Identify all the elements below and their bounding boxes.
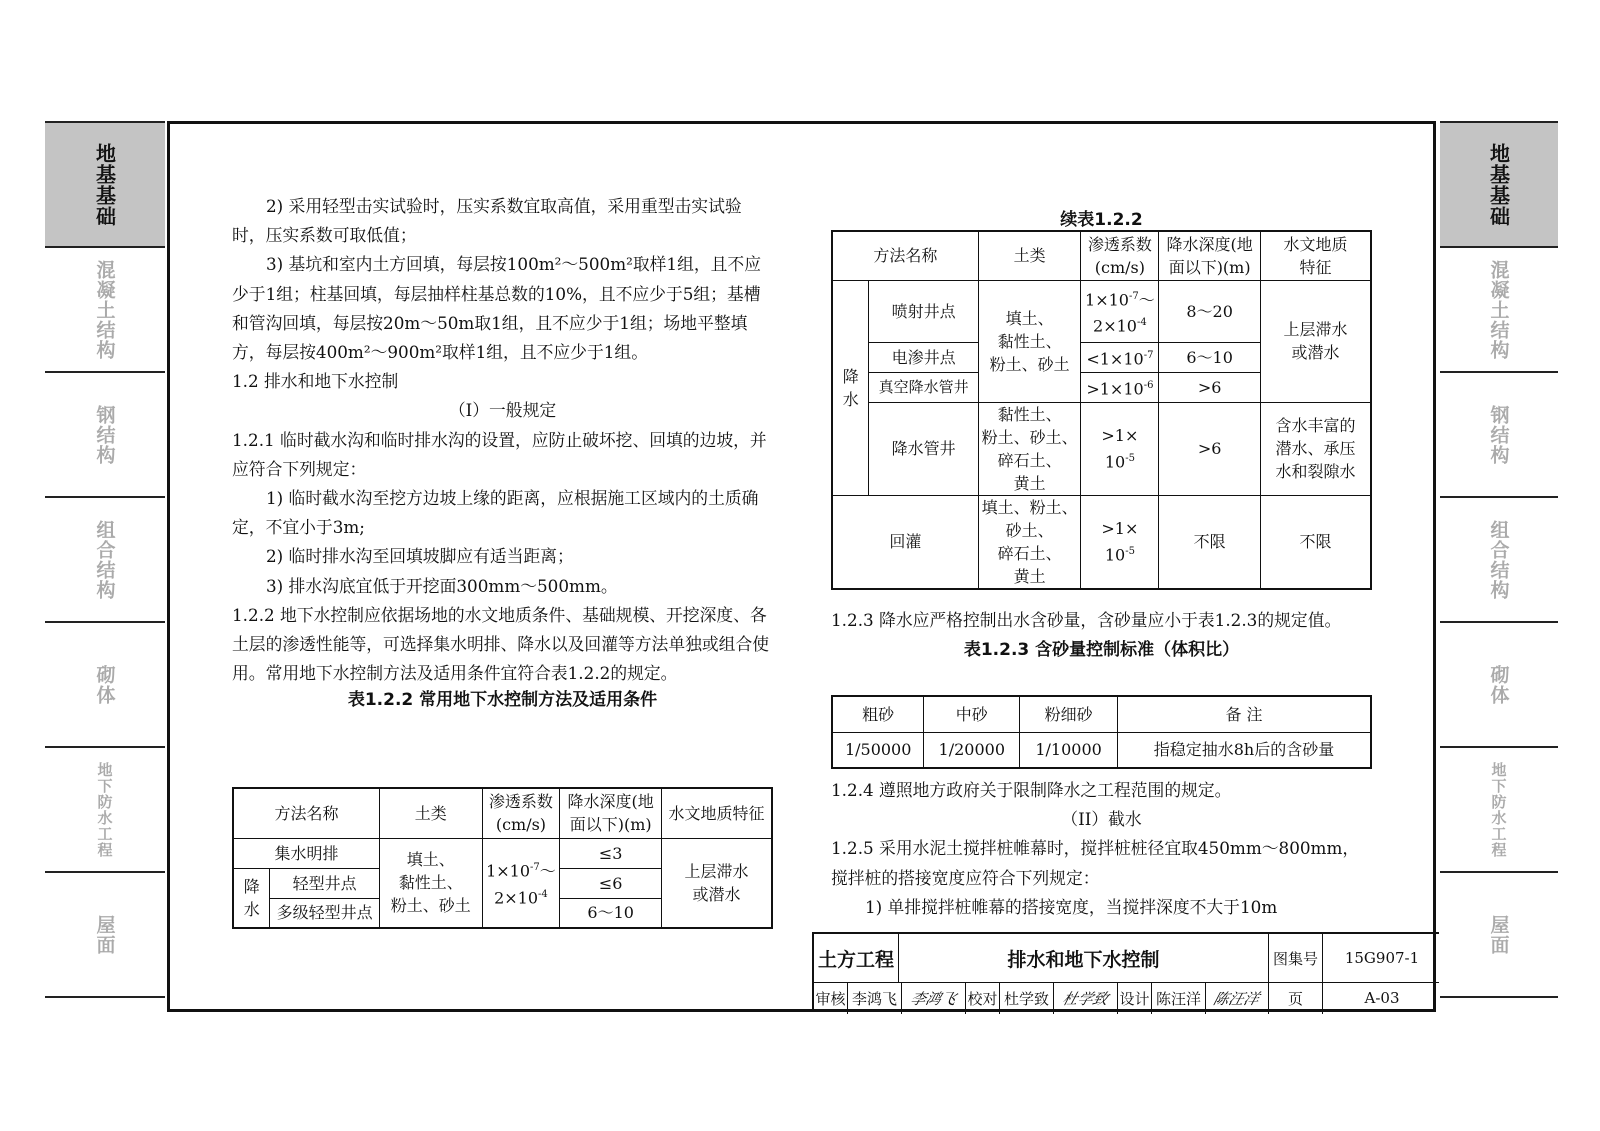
table-cell: $>1\times 10^{-6}$ — [1081, 372, 1159, 402]
designer-signature: 陈汪洋 — [1206, 982, 1269, 1014]
clause-item: 1) 单排搅拌桩帷幕的搭接宽度，当搅拌深度不大于10m — [865, 896, 1278, 917]
atlas-label: 图集号 — [1269, 934, 1323, 982]
header-cell: 降水深度(地 面以下)(m) — [1159, 231, 1261, 280]
title-block-row-2 — [814, 982, 1439, 1014]
table-cell: >1× $10^{-5}$ — [1081, 402, 1159, 495]
clause: 1.2.3 降水应严格控制出水含砂量，含砂量应小于表1.2.3的规定值。 — [831, 610, 1342, 630]
clause: 1.2.2 地下水控制应依据场地的水文地质条件、基础规模、开挖深度、各土层的渗透性能等，可选择集水明排、降水以及回灌等方法单独或组合使用。常用地下水控制方法及适用条件宜符合表1.2.2的规定。 — [232, 604, 770, 684]
tab-concrete[interactable]: 混凝土结构 — [1440, 248, 1558, 373]
tab-steel[interactable]: 钢结构 — [1440, 373, 1558, 498]
table-cell: $1\times 10^{-7}\sim$ $2\times 10^{-4}$ — [482, 838, 560, 928]
paragraph: 2) 采用轻型击实试验时，压实系数宜取高值，采用重型击实试验时，压实系数可取低值； — [232, 196, 742, 246]
table-cell: 降水管井 — [869, 402, 978, 495]
header-cell: 土类 — [978, 231, 1081, 280]
table-cell: 含水丰富的 潜水、承压 水和裂隙水 — [1260, 402, 1371, 495]
table-cell: 降水 — [832, 280, 869, 495]
right-category-tabs — [1440, 121, 1558, 998]
table-cell: 上层滞水 或潜水 — [661, 838, 772, 928]
tab-masonry[interactable]: 砌体 — [1440, 623, 1558, 748]
table-cell: 多级轻型井点 — [270, 898, 379, 928]
header-cell: 渗透系数 (cm/s) — [1081, 231, 1159, 280]
header-cell: 中砂 — [924, 696, 1020, 732]
header-cell: 方法名称 — [832, 231, 978, 280]
table-1-2-2-continued — [831, 230, 1372, 590]
page-number: A-03 — [1364, 989, 1400, 1007]
clause-item: 2) 临时排水沟至回填坡脚应有适当距离； — [266, 546, 574, 567]
title-block-row-1 — [814, 934, 1439, 983]
header-cell: 水文地质特征 — [661, 788, 772, 838]
table-cell: $1\times 10^{-7}\sim$ $2\times 10^{-4}$ — [1081, 280, 1159, 342]
table-cell: 集水明排 — [233, 838, 379, 868]
tab-composite[interactable]: 组合结构 — [45, 498, 165, 623]
table-cell: >6 — [1159, 402, 1261, 495]
drawing-title: 排水和地下水控制 — [899, 934, 1269, 982]
subsection-heading: （I）一般规定 — [448, 400, 557, 421]
designer-name: 陈汪洋 — [1152, 982, 1206, 1014]
tab-roof[interactable]: 屋面 — [45, 873, 165, 998]
table-cell: 电渗井点 — [869, 342, 978, 372]
clause: 1.2.5 采用水泥土搅拌桩帷幕时，搅拌桩桩径宜取450mm～800mm，搅拌桩的搭接宽度应符合下列规定： — [831, 838, 1360, 888]
clause: 1.2.4 遵照地方政府关于限制降水之工程范围的规定。 — [831, 780, 1232, 800]
table-cell: ≤6 — [560, 868, 662, 898]
header-cell: 备 注 — [1118, 696, 1372, 732]
table-cell: 真空降水管井 — [869, 372, 978, 402]
clause: 1.2.1 临时截水沟和临时排水沟的设置，应防止破坏挖、回填的边坡，并应符合下列规定： — [232, 429, 767, 479]
tab-foundation[interactable]: 地基基础 — [1440, 123, 1558, 248]
table-cell: 填土、粉土、 砂土、 碎石土、 黄土 — [978, 495, 1081, 589]
reviewer-name: 李鸿飞 — [848, 982, 902, 1014]
table-cell: 1/20000 — [924, 732, 1020, 768]
table-cell: 指稳定抽水8h后的含砂量 — [1118, 732, 1372, 768]
table-cell: 黏性土、 粉土、砂土、 碎石土、 黄土 — [978, 402, 1081, 495]
table-caption: 续表1.2.2 — [1060, 210, 1143, 230]
tab-roof[interactable]: 屋面 — [1440, 873, 1558, 998]
clause-item: 3) 排水沟底宜低于开挖面300mm～500mm。 — [266, 575, 618, 596]
table-cell: 填土、 黏性土、 粉土、砂土 — [978, 280, 1081, 402]
table-cell: 轻型井点 — [270, 868, 379, 898]
table-cell: 1/10000 — [1020, 732, 1118, 768]
table-caption: 表1.2.3 含砂量控制标准（体积比） — [963, 640, 1240, 661]
header-cell: 土类 — [379, 788, 482, 838]
paragraph: 3) 基坑和室内土方回填，每层按100m²～500m²取样1组，且不应少于1组；柱基回填，每层抽样柱基总数的10%，且不应少于5组；基槽和管沟回填，每层按20m～50m取1组，且不应少于1组；场地平整填方，每层按400m²～900m²取样1组，且不应少于1组。 — [232, 254, 761, 363]
table-1-2-2 — [232, 787, 773, 929]
category-cell: 土方工程 — [814, 934, 899, 982]
table-cell: 6～10 — [1159, 342, 1261, 372]
header-cell: 粗砂 — [832, 696, 924, 732]
design-label: 设计 — [1118, 982, 1152, 1014]
header-cell: 方法名称 — [233, 788, 379, 838]
right-text-block — [831, 606, 1372, 665]
header-cell: 水文地质 特征 — [1260, 231, 1371, 280]
tab-underground-waterproof[interactable]: 地下防水工程 — [45, 748, 165, 873]
tab-underground-waterproof[interactable]: 地下防水工程 — [1440, 748, 1558, 873]
section-heading: 1.2 排水和地下水控制 — [232, 371, 399, 392]
check-label: 校对 — [966, 982, 1000, 1014]
table-cell: 不限 — [1260, 495, 1371, 589]
table-cell: 喷射井点 — [869, 280, 978, 342]
checker-signature: 杜学致 — [1054, 982, 1118, 1014]
header-cell: 渗透系数 (cm/s) — [482, 788, 560, 838]
page-label: 页 — [1269, 982, 1323, 1014]
review-label: 审核 — [814, 982, 848, 1014]
table-cell: >6 — [1159, 372, 1261, 402]
table-cell: $<1\times 10^{-7}$ — [1081, 342, 1159, 372]
right-text-block — [831, 776, 1372, 922]
reviewer-signature: 李鸿飞 — [902, 982, 966, 1014]
table-caption: 表1.2.2 常用地下水控制方法及适用条件 — [347, 690, 658, 711]
table-cell: 降水 — [233, 868, 270, 928]
tab-foundation[interactable]: 地基基础 — [45, 123, 165, 248]
table-cell: 填土、 黏性土、 粉土、砂土 — [379, 838, 482, 928]
table-cell: 上层滞水 或潜水 — [1260, 280, 1371, 402]
table-cell: 8～20 — [1159, 280, 1261, 342]
tab-composite[interactable]: 组合结构 — [1440, 498, 1558, 623]
table-cell: 6～10 — [560, 898, 662, 928]
header-cell: 降水深度(地 面以下)(m) — [560, 788, 662, 838]
left-category-tabs — [45, 121, 165, 998]
left-text-column — [232, 192, 773, 712]
table-cell: 回灌 — [832, 495, 978, 589]
checker-name: 杜学致 — [1000, 982, 1054, 1014]
table-cell: 不限 — [1159, 495, 1261, 589]
tab-masonry[interactable]: 砌体 — [45, 623, 165, 748]
header-cell: 粉细砂 — [1020, 696, 1118, 732]
table-cell: 1/50000 — [832, 732, 924, 768]
atlas-number: 15G907-1 — [1344, 949, 1420, 967]
table-cell: ≤3 — [560, 838, 662, 868]
title-block — [812, 932, 1439, 1012]
tab-steel[interactable]: 钢结构 — [45, 373, 165, 498]
tab-concrete[interactable]: 混凝土结构 — [45, 248, 165, 373]
table-cell: >1× $10^{-5}$ — [1081, 495, 1159, 589]
subsection-heading: （II）截水 — [1061, 809, 1142, 830]
table-1-2-3 — [831, 695, 1372, 769]
clause-item: 1) 临时截水沟至挖方边坡上缘的距离，应根据施工区域内的土质确定，不宜小于3m; — [232, 488, 759, 538]
